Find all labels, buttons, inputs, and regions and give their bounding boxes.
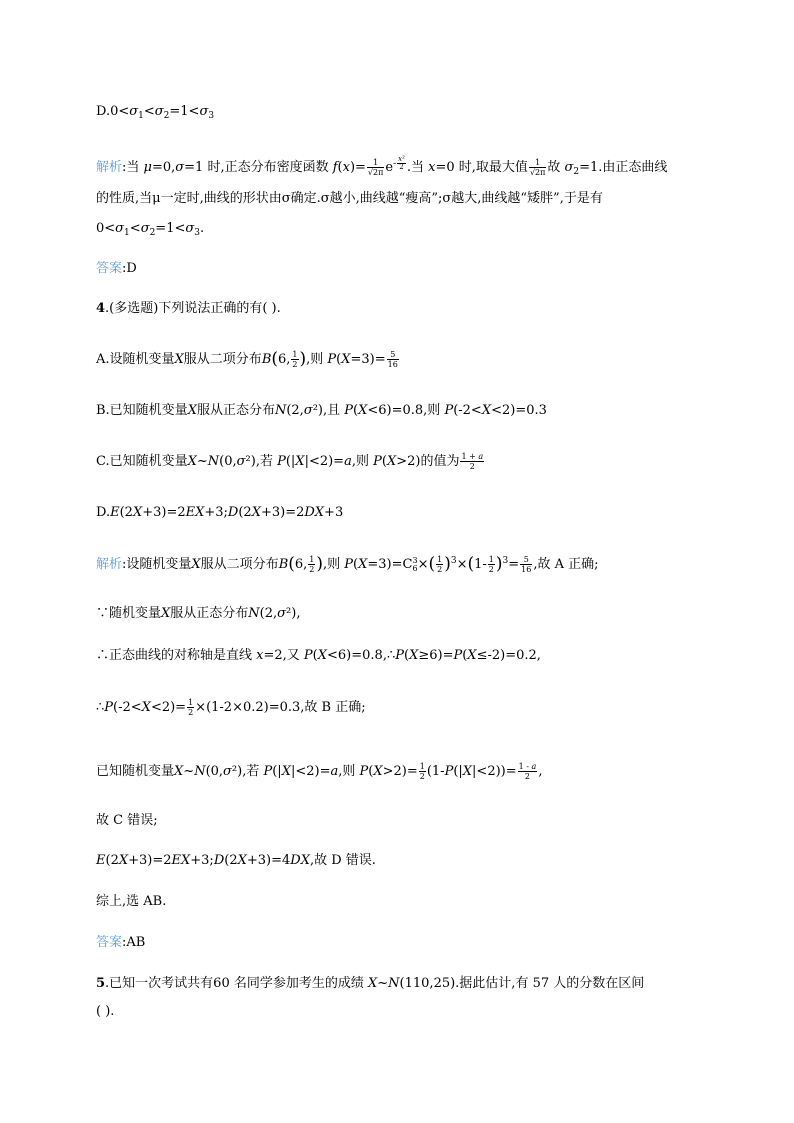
q4-option-c: C.已知随机变量X~N(0,σ²),若 P(|X|<2)=a,则 P(X>2)的值为 $\frac{1 + a}{2}$	[96, 452, 484, 471]
q3-option-d: $D.0<\sigma_1<\sigma_2=1<\sigma_3$	[96, 104, 215, 121]
q4-solution-line-7: E(2X+3)=2EX+3;D(2X+3)=4DX,故 D 错误.	[96, 853, 376, 868]
question-number: 4	[96, 301, 106, 316]
q4-solution-line-4: ∴P(-2<X<2)= $\frac{1}{2}$ ×(1-2×0.2)=0.3,故 B 正确;	[96, 698, 366, 717]
answer-value: :D	[122, 261, 137, 276]
solution-label: 解析	[96, 557, 123, 572]
answer-label: 答案	[96, 935, 123, 950]
question-stem: .(多选题)下列说法正确的有( ).	[105, 301, 281, 316]
q5-stem-line-1: 5.已知一次考试共有60 名同学参加考生的成绩 X~N(110,25).据此估计,有 57 人的分数在区间	[96, 976, 645, 991]
q3-solution-line-1: 解析:当 μ=0,σ=1 时,正态分布密度函数 f(x)= $\frac{1}{√2\pi}$ $e^{- \frac{\text{x²}}{2}}$ .当 x=0 时,取最大值 $\frac{1}{√2\pi}$ 故 $\sigma_2=1$.由正态曲线	[96, 155, 668, 177]
q4-stem	[96, 300, 281, 318]
answer-value: :AB	[122, 935, 146, 950]
q3-solution-line-3: $0<\sigma_1<\sigma_2=1<\sigma_3$.	[96, 221, 205, 238]
q4-option-b: B.已知随机变量X服从正态分布N(2,σ²),且 P(X<6)=0.8,则 P(-2<X<2)=0.3	[96, 403, 547, 418]
q4-solution-line-5: 已知随机变量X~N(0,σ²),若 P(|X|<2)=a,则 P(X>2)= $\frac{1}{2}$ (1-P(|X|<2))= $\frac{1 - a}{2}$ ,	[96, 762, 543, 781]
question-number: 5	[96, 976, 106, 991]
q4-answer	[96, 934, 145, 952]
q4-option-a: A.设随机变量X服从二项分布B(6, $\frac{1}{2}$ ),则 P(X=3)= $\frac{5}{16}$	[96, 349, 398, 369]
fraction: $\frac{1}{√2\pi}$	[367, 158, 384, 177]
fraction: $\frac{1}{√2\pi}$	[529, 158, 546, 177]
q5-stem-line-2: ( ).	[96, 1004, 115, 1019]
solution-label: 解析	[96, 160, 123, 175]
q4-solution-line-2: ∵随机变量X服从正态分布N(2,σ²),	[96, 606, 301, 621]
q4-solution-line-1: 解析:设随机变量X服从二项分布B(6, $\frac{1}{2}$ ),则 P(X=3)=C 3 6 ×( $\frac{1}{2}$ )$^3$×(1- $\frac{1}{2}$ )$^3$= $\frac{5}{16}$ ,故 A 正确;	[96, 554, 599, 574]
q4-solution-line-3: ∴正态曲线的对称轴是直线 x=2,又 P(X<6)=0.8,∴P(X≥6)=P(X≤-2)=0.2,	[96, 648, 541, 663]
q3-solution-line-2: 的性质,当μ一定时,曲线的形状由σ确定.σ越小,曲线越“瘦高”;σ越大,曲线越“矮胖”,于是有	[96, 191, 603, 206]
q4-solution-line-8: 综上,选 AB.	[96, 894, 167, 909]
q3-answer	[96, 260, 137, 278]
q4-option-d: D.E(2X+3)=2EX+3;D(2X+3)=2DX+3	[96, 505, 344, 520]
answer-label: 答案	[96, 261, 123, 276]
q4-solution-line-6: 故 C 错误;	[96, 813, 158, 828]
